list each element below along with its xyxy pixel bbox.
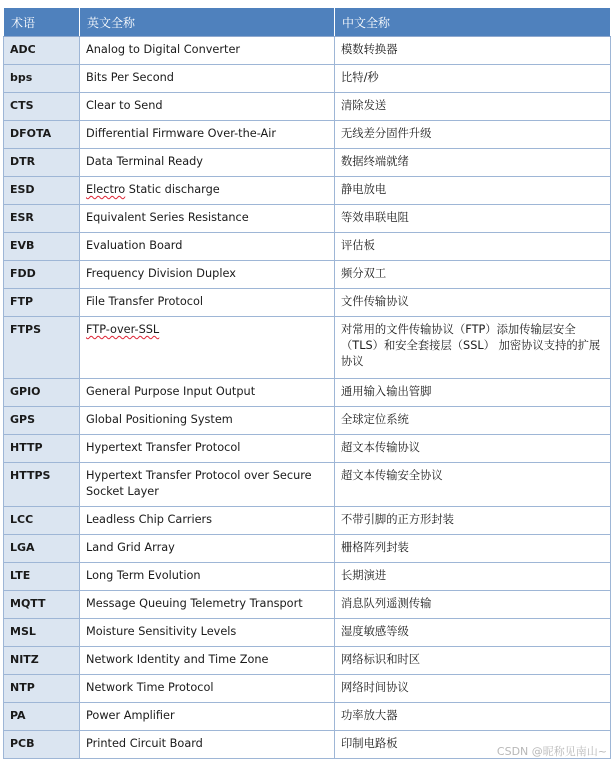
cell-english: Evaluation Board: [80, 233, 335, 261]
cell-term: FTPS: [4, 317, 80, 379]
cell-english: Data Terminal Ready: [80, 149, 335, 177]
cell-term: ADC: [4, 37, 80, 65]
table-row: [4, 619, 611, 647]
cell-chinese: 频分双工: [335, 261, 611, 289]
table-row: [4, 93, 611, 121]
cell-chinese: 超文本传输安全协议: [335, 463, 611, 507]
cell-term: LTE: [4, 563, 80, 591]
table-row: [4, 507, 611, 535]
cell-chinese: 静电放电: [335, 177, 611, 205]
header-term: 术语: [4, 8, 80, 37]
header-english: 英文全称: [80, 8, 335, 37]
table-row: [4, 535, 611, 563]
cell-english: Bits Per Second: [80, 65, 335, 93]
cell-chinese: 消息队列遥测传输: [335, 591, 611, 619]
cell-english: Electro Static discharge: [80, 177, 335, 205]
cell-term: DTR: [4, 149, 80, 177]
cell-term: DFOTA: [4, 121, 80, 149]
cell-term: LCC: [4, 507, 80, 535]
table-row: [4, 37, 611, 65]
cell-chinese: 对常用的文件传输协议（FTP）添加传输层安全（TLS）和安全套接层（SSL） 加密协议支持的扩展协议: [335, 317, 611, 379]
cell-chinese: 清除发送: [335, 93, 611, 121]
cell-term: MQTT: [4, 591, 80, 619]
cell-chinese: 评估板: [335, 233, 611, 261]
glossary-table: [3, 7, 611, 759]
cell-english: Frequency Division Duplex: [80, 261, 335, 289]
cell-chinese: 模数转换器: [335, 37, 611, 65]
cell-term: GPS: [4, 407, 80, 435]
table-row: [4, 261, 611, 289]
cell-english: Leadless Chip Carriers: [80, 507, 335, 535]
cell-english: Long Term Evolution: [80, 563, 335, 591]
table-row: [4, 591, 611, 619]
cell-english: Clear to Send: [80, 93, 335, 121]
cell-english: File Transfer Protocol: [80, 289, 335, 317]
table-row: [4, 407, 611, 435]
cell-term: bps: [4, 65, 80, 93]
cell-english: Moisture Sensitivity Levels: [80, 619, 335, 647]
cell-english: Network Time Protocol: [80, 675, 335, 703]
cell-term: HTTPS: [4, 463, 80, 507]
table-row: [4, 703, 611, 731]
cell-chinese: 网络时间协议: [335, 675, 611, 703]
cell-chinese: 文件传输协议: [335, 289, 611, 317]
cell-chinese: 比特/秒: [335, 65, 611, 93]
table-row: [4, 675, 611, 703]
table-row: [4, 205, 611, 233]
table-row: [4, 317, 611, 379]
cell-term: HTTP: [4, 435, 80, 463]
watermark: CSDN @昵称见南山~: [496, 745, 607, 758]
cell-english: General Purpose Input Output: [80, 379, 335, 407]
table-row: [4, 563, 611, 591]
cell-english: Equivalent Series Resistance: [80, 205, 335, 233]
cell-english: Power Amplifier: [80, 703, 335, 731]
cell-chinese: 不带引脚的正方形封装: [335, 507, 611, 535]
table-row: [4, 233, 611, 261]
spellcheck-mark: Electro: [86, 183, 126, 196]
cell-chinese: 网络标识和时区: [335, 647, 611, 675]
cell-chinese: 等效串联电阻: [335, 205, 611, 233]
cell-english: Analog to Digital Converter: [80, 37, 335, 65]
cell-chinese: 湿度敏感等级: [335, 619, 611, 647]
cell-chinese: 数据终端就绪: [335, 149, 611, 177]
spellcheck-mark: FTP-over-SSL: [86, 323, 160, 336]
cell-english: Hypertext Transfer Protocol over Secure Socket Layer: [80, 463, 335, 507]
cell-chinese: 长期演进: [335, 563, 611, 591]
cell-chinese: 通用输入输出管脚: [335, 379, 611, 407]
table-row: [4, 289, 611, 317]
cell-term: EVB: [4, 233, 80, 261]
cell-english: [80, 317, 335, 379]
cell-english: Land Grid Array: [80, 535, 335, 563]
cell-term: PCB: [4, 731, 80, 759]
cell-chinese: 功率放大器: [335, 703, 611, 731]
table-body: [4, 37, 611, 759]
cell-chinese: 全球定位系统: [335, 407, 611, 435]
table-row: [4, 379, 611, 407]
cell-term: ESR: [4, 205, 80, 233]
cell-term: PA: [4, 703, 80, 731]
cell-term: GPIO: [4, 379, 80, 407]
cell-term: NTP: [4, 675, 80, 703]
cell-english: Message Queuing Telemetry Transport: [80, 591, 335, 619]
cell-english: Differential Firmware Over-the-Air: [80, 121, 335, 149]
cell-chinese: 超文本传输协议: [335, 435, 611, 463]
table-row: [4, 149, 611, 177]
cell-term: MSL: [4, 619, 80, 647]
cell-term: FTP: [4, 289, 80, 317]
table-row: [4, 435, 611, 463]
table-row: [4, 647, 611, 675]
table-row: [4, 121, 611, 149]
cell-term: FDD: [4, 261, 80, 289]
cell-chinese: 栅格阵列封装: [335, 535, 611, 563]
header-chinese: 中文全称: [335, 8, 611, 37]
cell-english: Global Positioning System: [80, 407, 335, 435]
cell-chinese: 印制电路板: [335, 731, 611, 759]
cell-english: Network Identity and Time Zone: [80, 647, 335, 675]
cell-term: LGA: [4, 535, 80, 563]
cell-term: ESD: [4, 177, 80, 205]
cell-chinese: 无线差分固件升级: [335, 121, 611, 149]
table-row: [4, 177, 611, 205]
cell-english: Hypertext Transfer Protocol: [80, 435, 335, 463]
cell-term: CTS: [4, 93, 80, 121]
cell-english: Printed Circuit Board: [80, 731, 335, 759]
table-row: [4, 65, 611, 93]
table-header-row: [4, 8, 611, 37]
cell-term: NITZ: [4, 647, 80, 675]
table-row: [4, 463, 611, 507]
